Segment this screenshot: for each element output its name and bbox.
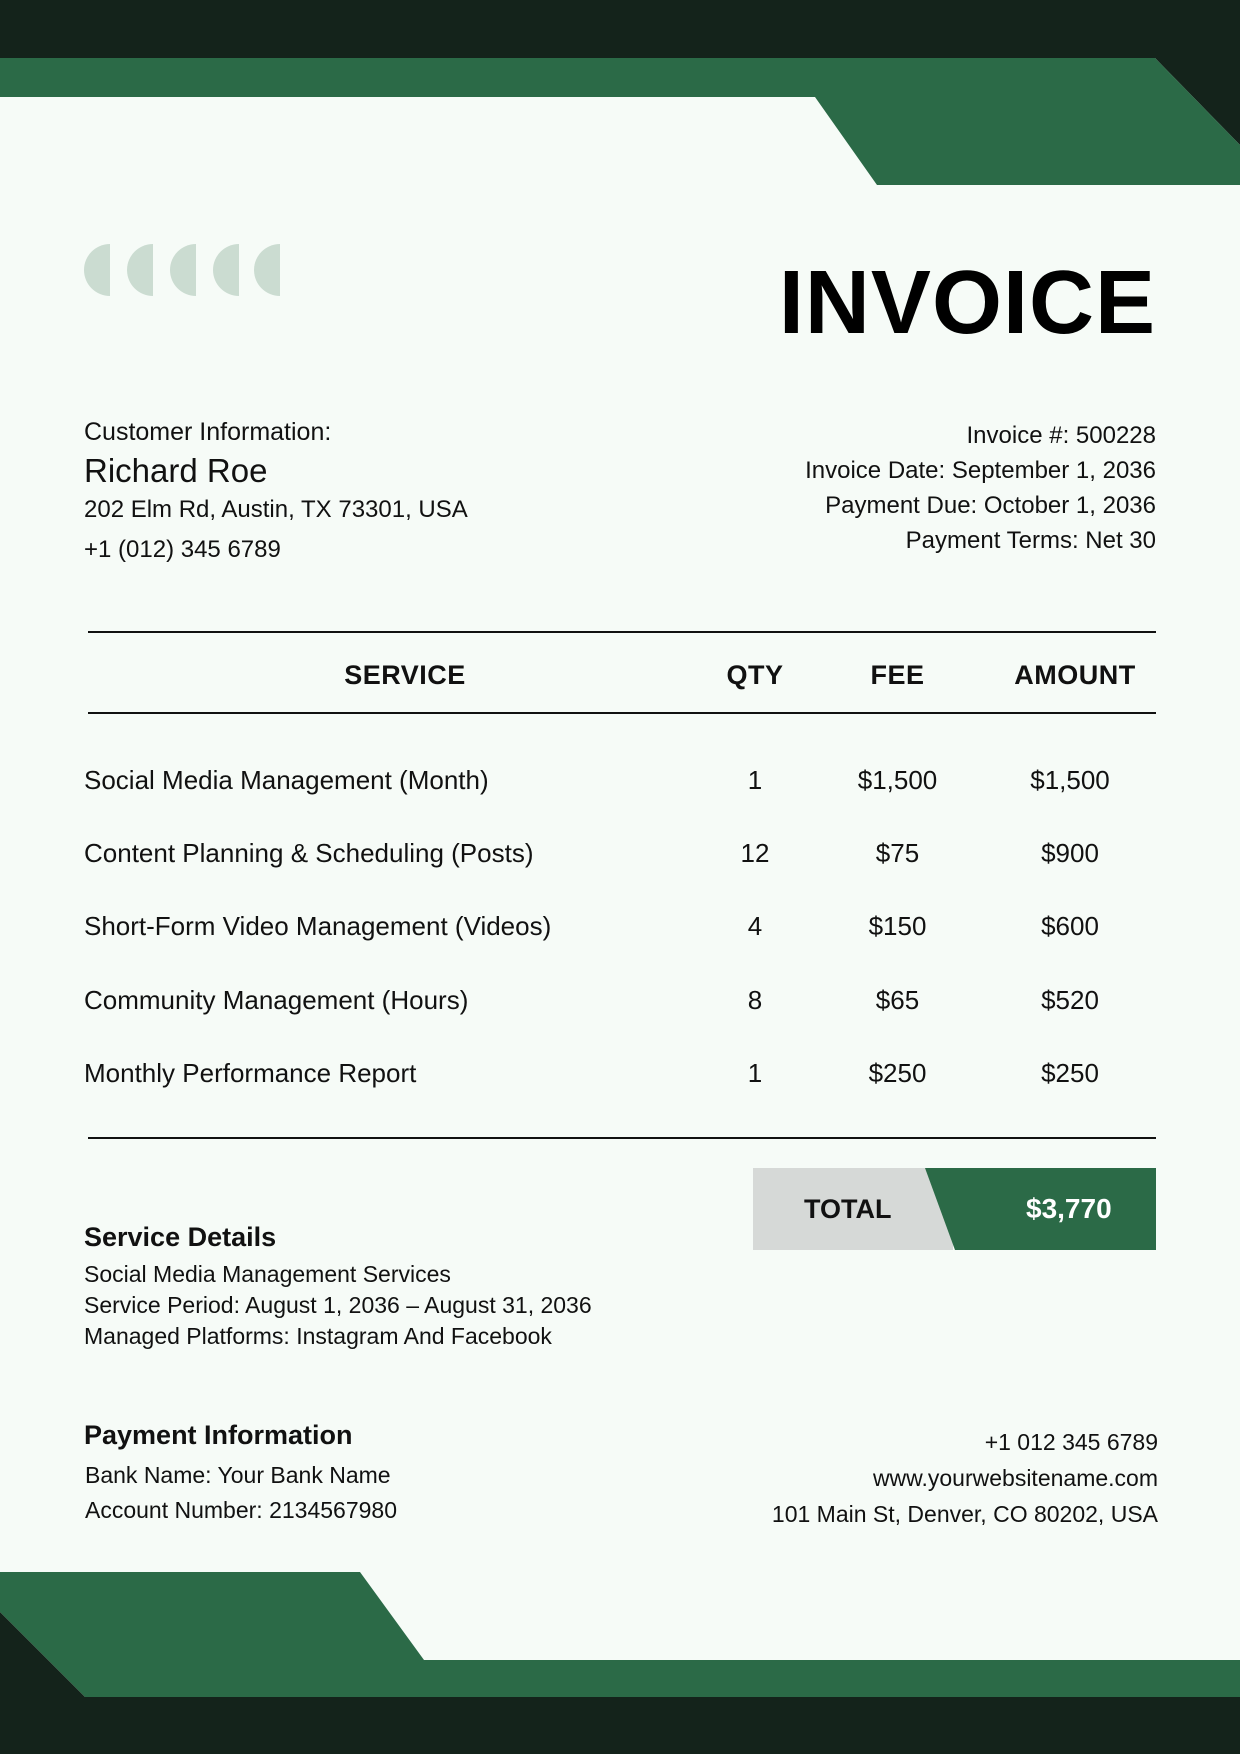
row-qty: 1 — [747, 765, 763, 795]
table-row — [0, 838, 1240, 878]
service-details-line: Managed Platforms: Instagram And Facebook — [84, 1323, 552, 1349]
row-amount: $1,500 — [1030, 765, 1110, 795]
table-row — [0, 985, 1240, 1025]
row-fee: $150 — [868, 911, 927, 941]
customer-name: Richard Roe — [84, 452, 268, 489]
header-amount: AMOUNT — [1014, 660, 1136, 690]
row-fee: $1,500 — [857, 765, 938, 795]
header-service: SERVICE — [344, 660, 466, 690]
row-service: Social Media Management (Month) — [84, 765, 489, 795]
payment-terms: Payment Terms: Net 30 — [905, 527, 1156, 554]
table-row — [0, 911, 1240, 951]
contact-info — [772, 1424, 1158, 1532]
table-top-rule — [88, 631, 1156, 633]
payment-due: Payment Due: October 1, 2036 — [825, 492, 1156, 519]
header-fee: FEE — [870, 660, 925, 690]
contact-address: 101 Main St, Denver, CO 80202, USA — [771, 1501, 1158, 1527]
row-qty: 4 — [747, 911, 763, 941]
row-amount: $520 — [1041, 985, 1099, 1015]
row-qty: 12 — [740, 838, 770, 868]
row-service: Community Management (Hours) — [84, 985, 469, 1015]
row-amount: $900 — [1041, 838, 1099, 868]
customer-address: 202 Elm Rd, Austin, TX 73301, USA — [84, 496, 468, 523]
table-bottom-rule — [88, 1137, 1156, 1139]
table-header-rule — [88, 712, 1156, 714]
row-amount: $600 — [1041, 911, 1099, 941]
row-service: Short-Form Video Management (Videos) — [84, 911, 552, 941]
invoice-title: INVOICE — [778, 253, 1156, 353]
logo-icon — [84, 244, 284, 296]
contact-phone: +1 012 345 6789 — [984, 1429, 1158, 1455]
payment-info-title: Payment Information — [84, 1420, 353, 1450]
total-value: $3,770 — [1026, 1193, 1112, 1224]
row-amount: $250 — [1041, 1058, 1099, 1088]
account-number: Account Number: 2134567980 — [85, 1497, 397, 1523]
row-fee: $65 — [875, 985, 920, 1015]
row-qty: 8 — [747, 985, 763, 1015]
row-qty: 1 — [747, 1058, 763, 1088]
service-details-title: Service Details — [84, 1222, 277, 1252]
row-service: Content Planning & Scheduling (Posts) — [84, 838, 534, 868]
invoice-meta — [805, 418, 1156, 558]
invoice-number: Invoice #: 500228 — [966, 422, 1156, 449]
total-label: TOTAL — [804, 1194, 892, 1224]
row-fee: $75 — [875, 838, 920, 868]
table-row — [0, 765, 1240, 805]
row-service: Monthly Performance Report — [84, 1058, 417, 1088]
customer-phone: +1 (012) 345 6789 — [84, 536, 281, 563]
service-details-line: Service Period: August 1, 2036 – August 31, 2036 — [84, 1292, 592, 1318]
customer-label: Customer Information: — [84, 418, 332, 446]
bank-name: Bank Name: Your Bank Name — [85, 1462, 391, 1488]
invoice-date: Invoice Date: September 1, 2036 — [805, 457, 1156, 484]
table-row — [0, 1058, 1240, 1098]
service-details-line: Social Media Management Services — [84, 1261, 451, 1287]
header-qty: QTY — [726, 660, 784, 690]
contact-website: www.yourwebsitename.com — [872, 1465, 1158, 1491]
row-fee: $250 — [868, 1058, 927, 1088]
